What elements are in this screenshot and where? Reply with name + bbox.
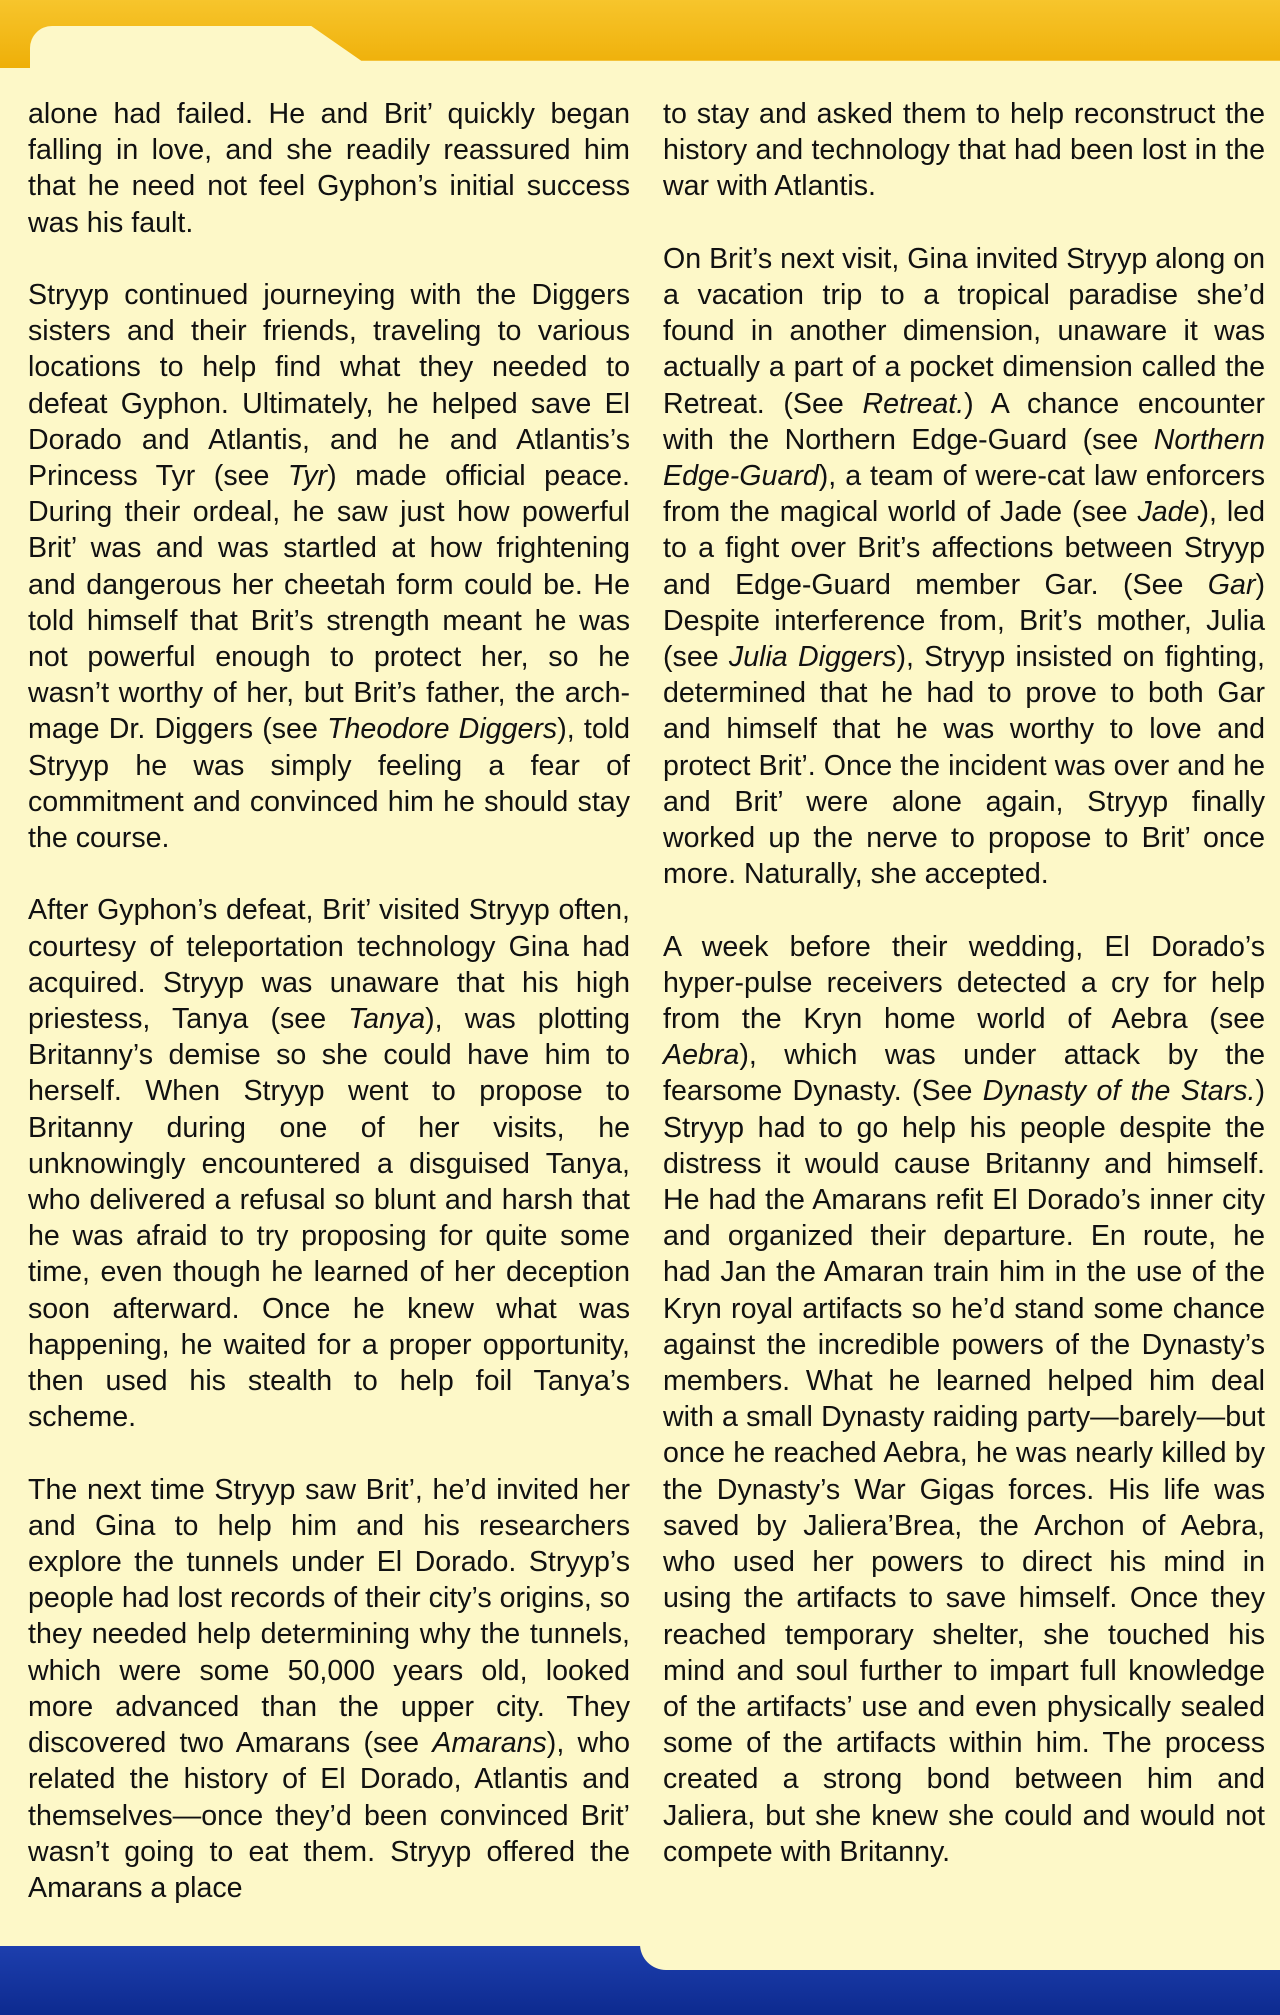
text-run: ), Stryyp insisted on fighting, determined that he had to prove to both Gar and himself that he was worthy to love and protect Brit’. Once the incident was over and he and Brit’ were alone again, Stryyp finally worked up the nerve to propose to Brit’ once more. Naturally, she accepted. <box>663 641 1265 891</box>
text-run: ), which was under attack by the fearsome Dynasty. (See <box>663 1039 1265 1108</box>
paragraph <box>663 96 1265 205</box>
italic-reference: Retreat. <box>862 387 965 420</box>
text-run: The next time Stryyp saw Brit’, he’d invited her and Gina to help him and his researchers explore the tunnels under El Dorado. Stryyp’s people had lost records of their city’s origins, so they needed help determining why the tunnels, which were some 50,000 years old, looked more advanced than the upper city. They discovered two Amarans (see <box>28 1473 630 1760</box>
paragraph <box>663 241 1265 893</box>
italic-reference: Tyr <box>287 460 328 493</box>
text-run: ), was plotting Britanny’s demise so she could have him to herself. When Stryyp went to propose to Britanny during one of her visits, he unknowingly encountered a disguised Tanya, who delivered a refusal so blunt and harsh that he was afraid to try proposing for quite some time, even though he learned of her deception soon afterward. Once he knew what was happening, he waited for a proper opportunity, then used his stealth to help foil Tanya’s scheme. <box>28 1003 630 1434</box>
text-run: ), led to a fight over Brit’s affections between Stryyp and Edge-Guard member Gar. (See <box>663 496 1265 601</box>
text-run: On Brit’s next visit, Gina invited Stryyp along on a vacation trip to a tropical paradise she’d found in another dimension, unaware it was actually a part of a pocket dimension called the Retreat. (See <box>663 242 1265 420</box>
paragraph <box>28 892 630 1435</box>
text-run: ) made official peace. During their ordeal, he saw just how powerful Brit’ was and was startled at how frightening and dangerous her cheetah form could be. He told himself that Brit’s strength meant he was not powerful enough to protect her, so he wasn’t worthy of her, but Brit’s father, the arch-mage Dr. Diggers (see <box>28 460 630 746</box>
text-run: ), told Stryyp he was simply feeling a fear of commitment and convinced him he should stay the course. <box>28 713 630 855</box>
paragraph <box>28 277 630 856</box>
text-run: ) Despite interference from, Brit’s mother, Julia (see <box>663 568 1265 674</box>
italic-reference: Dynasty of the Stars. <box>982 1075 1256 1108</box>
text-run: After Gyphon’s defeat, Brit’ visited Stryyp often, courtesy of teleportation technology Gina had acquired. Stryyp was unaware that his high priestess, Tanya (see <box>28 894 630 1036</box>
italic-reference: Amarans <box>432 1727 547 1760</box>
italic-reference: Theodore Diggers <box>327 713 558 746</box>
paragraph <box>28 96 630 241</box>
text-run: ) Stryyp had to go help his people despite the distress it would cause Britanny and himself. He had the Amarans refit El Dorado’s inner city and organized their departure. En route, he had Jan the Amaran train him in the use of the Kryn royal artifacts so he’d stand some chance against the incredible powers of the Dynasty’s members. What he learned helped him deal with a small Dynasty raiding party—barely—but once he reached Aebra, he was nearly killed by the Dynasty’s War Gigas forces. His life was saved by Jaliera’Brea, the Archon of Aebra, who used her powers to direct his mind in using the artifacts to save himself. Once they reached temporary shelter, she touched his mind and soul further to impart full knowledge of the artifacts’ use and even physically sealed some of the artifacts within him. The process created a strong bond between him and Jaliera, but she knew she could and would not compete with Britanny. <box>663 1075 1265 1868</box>
italic-reference: Gar <box>1207 568 1256 601</box>
text-run: ), who related the history of El Dorado, Atlantis and themselves—once they’d been convinced Brit’ wasn’t going to eat them. Stryyp offered the Amarans a place <box>28 1727 630 1904</box>
italic-reference: Jade <box>1137 496 1200 529</box>
text-run: ) A chance encounter with the Northern Edge-Guard (see <box>663 387 1265 456</box>
italic-reference: Aebra <box>663 1039 740 1072</box>
paragraph <box>663 929 1265 1870</box>
italic-reference: Julia Diggers <box>728 641 897 674</box>
text-run: Stryyp continued journeying with the Diggers sisters and their friends, traveling to various locations to help find what they needed to defeat Gyphon. Ultimately, he helped save El Dorado and Atlantis, and he and Atlantis’s Princess Tyr (see <box>28 279 630 493</box>
text-run: A week before their wedding, El Dorado’s hyper-pulse receivers detected a cry for help from the Kryn home world of Aebra (see <box>663 930 1265 1036</box>
right-column <box>663 96 1265 1870</box>
text-run: to stay and asked them to help reconstruct the history and technology that had been lost in the war with Atlantis. <box>663 98 1265 203</box>
text-run: ), a team of were-cat law enforcers from the magical world of Jade (see <box>663 460 1265 529</box>
italic-reference: Northern Edge-Guard <box>663 423 1265 493</box>
left-column <box>28 96 630 1906</box>
italic-reference: Tanya <box>348 1003 426 1036</box>
bottom-paper-tab <box>640 1920 1280 1970</box>
paragraph <box>28 1472 630 1906</box>
text-run: alone had failed. He and Brit’ quickly began falling in love, and she readily reassured him that he need not feel Gyphon’s initial success was his fault. <box>28 98 630 239</box>
